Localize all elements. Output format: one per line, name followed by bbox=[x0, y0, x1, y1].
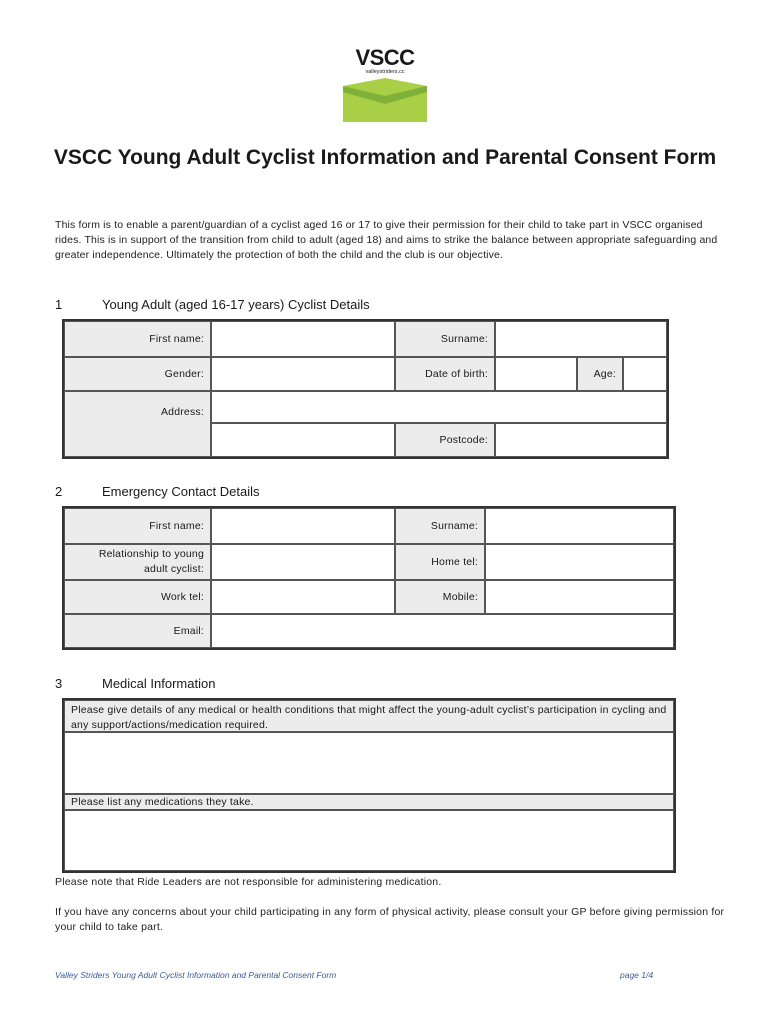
logo-text: VSCC bbox=[355, 45, 415, 70]
surname-label: Surname: bbox=[395, 508, 485, 544]
medications-prompt: Please list any medications they take. bbox=[64, 794, 674, 810]
surname-label: Surname: bbox=[395, 321, 495, 357]
home-tel-field[interactable] bbox=[485, 544, 674, 580]
medical-conditions-field[interactable] bbox=[64, 732, 674, 794]
relationship-label-line1: Relationship to young bbox=[98, 548, 204, 560]
section-number: 3 bbox=[55, 676, 63, 691]
cyclist-first-name-field[interactable] bbox=[211, 321, 395, 357]
postcode-label: Postcode: bbox=[395, 423, 495, 457]
age-label: Age: bbox=[577, 357, 623, 391]
cyclist-address-field[interactable] bbox=[211, 391, 667, 423]
date-of-birth-label: Date of birth: bbox=[395, 357, 495, 391]
contact-surname-field[interactable] bbox=[485, 508, 674, 544]
first-name-label: First name: bbox=[64, 508, 211, 544]
relationship-label-line2: adult cyclist: bbox=[144, 563, 204, 575]
first-name-label: First name: bbox=[64, 321, 211, 357]
section-1-heading bbox=[55, 297, 655, 315]
footer-form-title: Valley Striders Young Adult Cyclist Information and Parental Consent Form bbox=[55, 970, 337, 980]
section-title: Young Adult (aged 16-17 years) Cyclist Details bbox=[102, 297, 370, 312]
relationship-field[interactable] bbox=[211, 544, 395, 580]
page-title: VSCC Young Adult Cyclist Information and Parental Consent Form bbox=[53, 146, 717, 169]
ride-leader-note: Please note that Ride Leaders are not responsible for administering medication. bbox=[55, 876, 442, 888]
intro-paragraph: This form is to enable a parent/guardian of a cyclist aged 16 or 17 to give their permission for their child to take part in VSCC organised rides. This is in support of the transition from child to adult (aged 18) and aims to strike the balance between appropriate safeguarding and greater independence. Ultimately the protection of both the child and the club is our objective. bbox=[55, 219, 718, 261]
medical-conditions-prompt: Please give details of any medical or health conditions that might affect the young-adult cyclist’s participation in cycling and any support/actions/medication required. bbox=[64, 700, 674, 732]
section-title: Emergency Contact Details bbox=[102, 484, 260, 499]
emergency-contact-table bbox=[62, 506, 676, 650]
footer-page-number: page 1/4 bbox=[620, 970, 654, 980]
section-3-heading bbox=[55, 676, 655, 694]
logo-wheel-graphic bbox=[343, 78, 427, 122]
address-label: Address: bbox=[64, 391, 211, 457]
email-label: Email: bbox=[64, 614, 211, 648]
cyclist-address-line2-field[interactable] bbox=[211, 423, 395, 457]
cyclist-age-field[interactable] bbox=[623, 357, 667, 391]
cyclist-postcode-field[interactable] bbox=[495, 423, 667, 457]
section-number: 2 bbox=[55, 484, 63, 499]
work-tel-label: Work tel: bbox=[64, 580, 211, 614]
section-2-heading bbox=[55, 484, 655, 502]
relationship-label bbox=[64, 544, 211, 580]
medical-info-table bbox=[62, 698, 676, 873]
medications-field[interactable] bbox=[64, 810, 674, 871]
section-title: Medical Information bbox=[102, 676, 216, 691]
contact-first-name-field[interactable] bbox=[211, 508, 395, 544]
cyclist-gender-field[interactable] bbox=[211, 357, 395, 391]
work-tel-field[interactable] bbox=[211, 580, 395, 614]
cyclist-dob-field[interactable] bbox=[495, 357, 577, 391]
gp-advice-note: If you have any concerns about your child participating in any form of physical activity, please consult your GP before giving permission for your child to take part. bbox=[55, 906, 725, 933]
email-field[interactable] bbox=[211, 614, 674, 648]
mobile-label: Mobile: bbox=[395, 580, 485, 614]
gender-label: Gender: bbox=[64, 357, 211, 391]
logo-subtext: valleystriders.cc bbox=[365, 69, 405, 75]
cyclist-details-table bbox=[62, 319, 669, 459]
home-tel-label: Home tel: bbox=[395, 544, 485, 580]
mobile-field[interactable] bbox=[485, 580, 674, 614]
cyclist-surname-field[interactable] bbox=[495, 321, 667, 357]
vscc-logo bbox=[343, 46, 427, 122]
section-number: 1 bbox=[55, 297, 63, 312]
